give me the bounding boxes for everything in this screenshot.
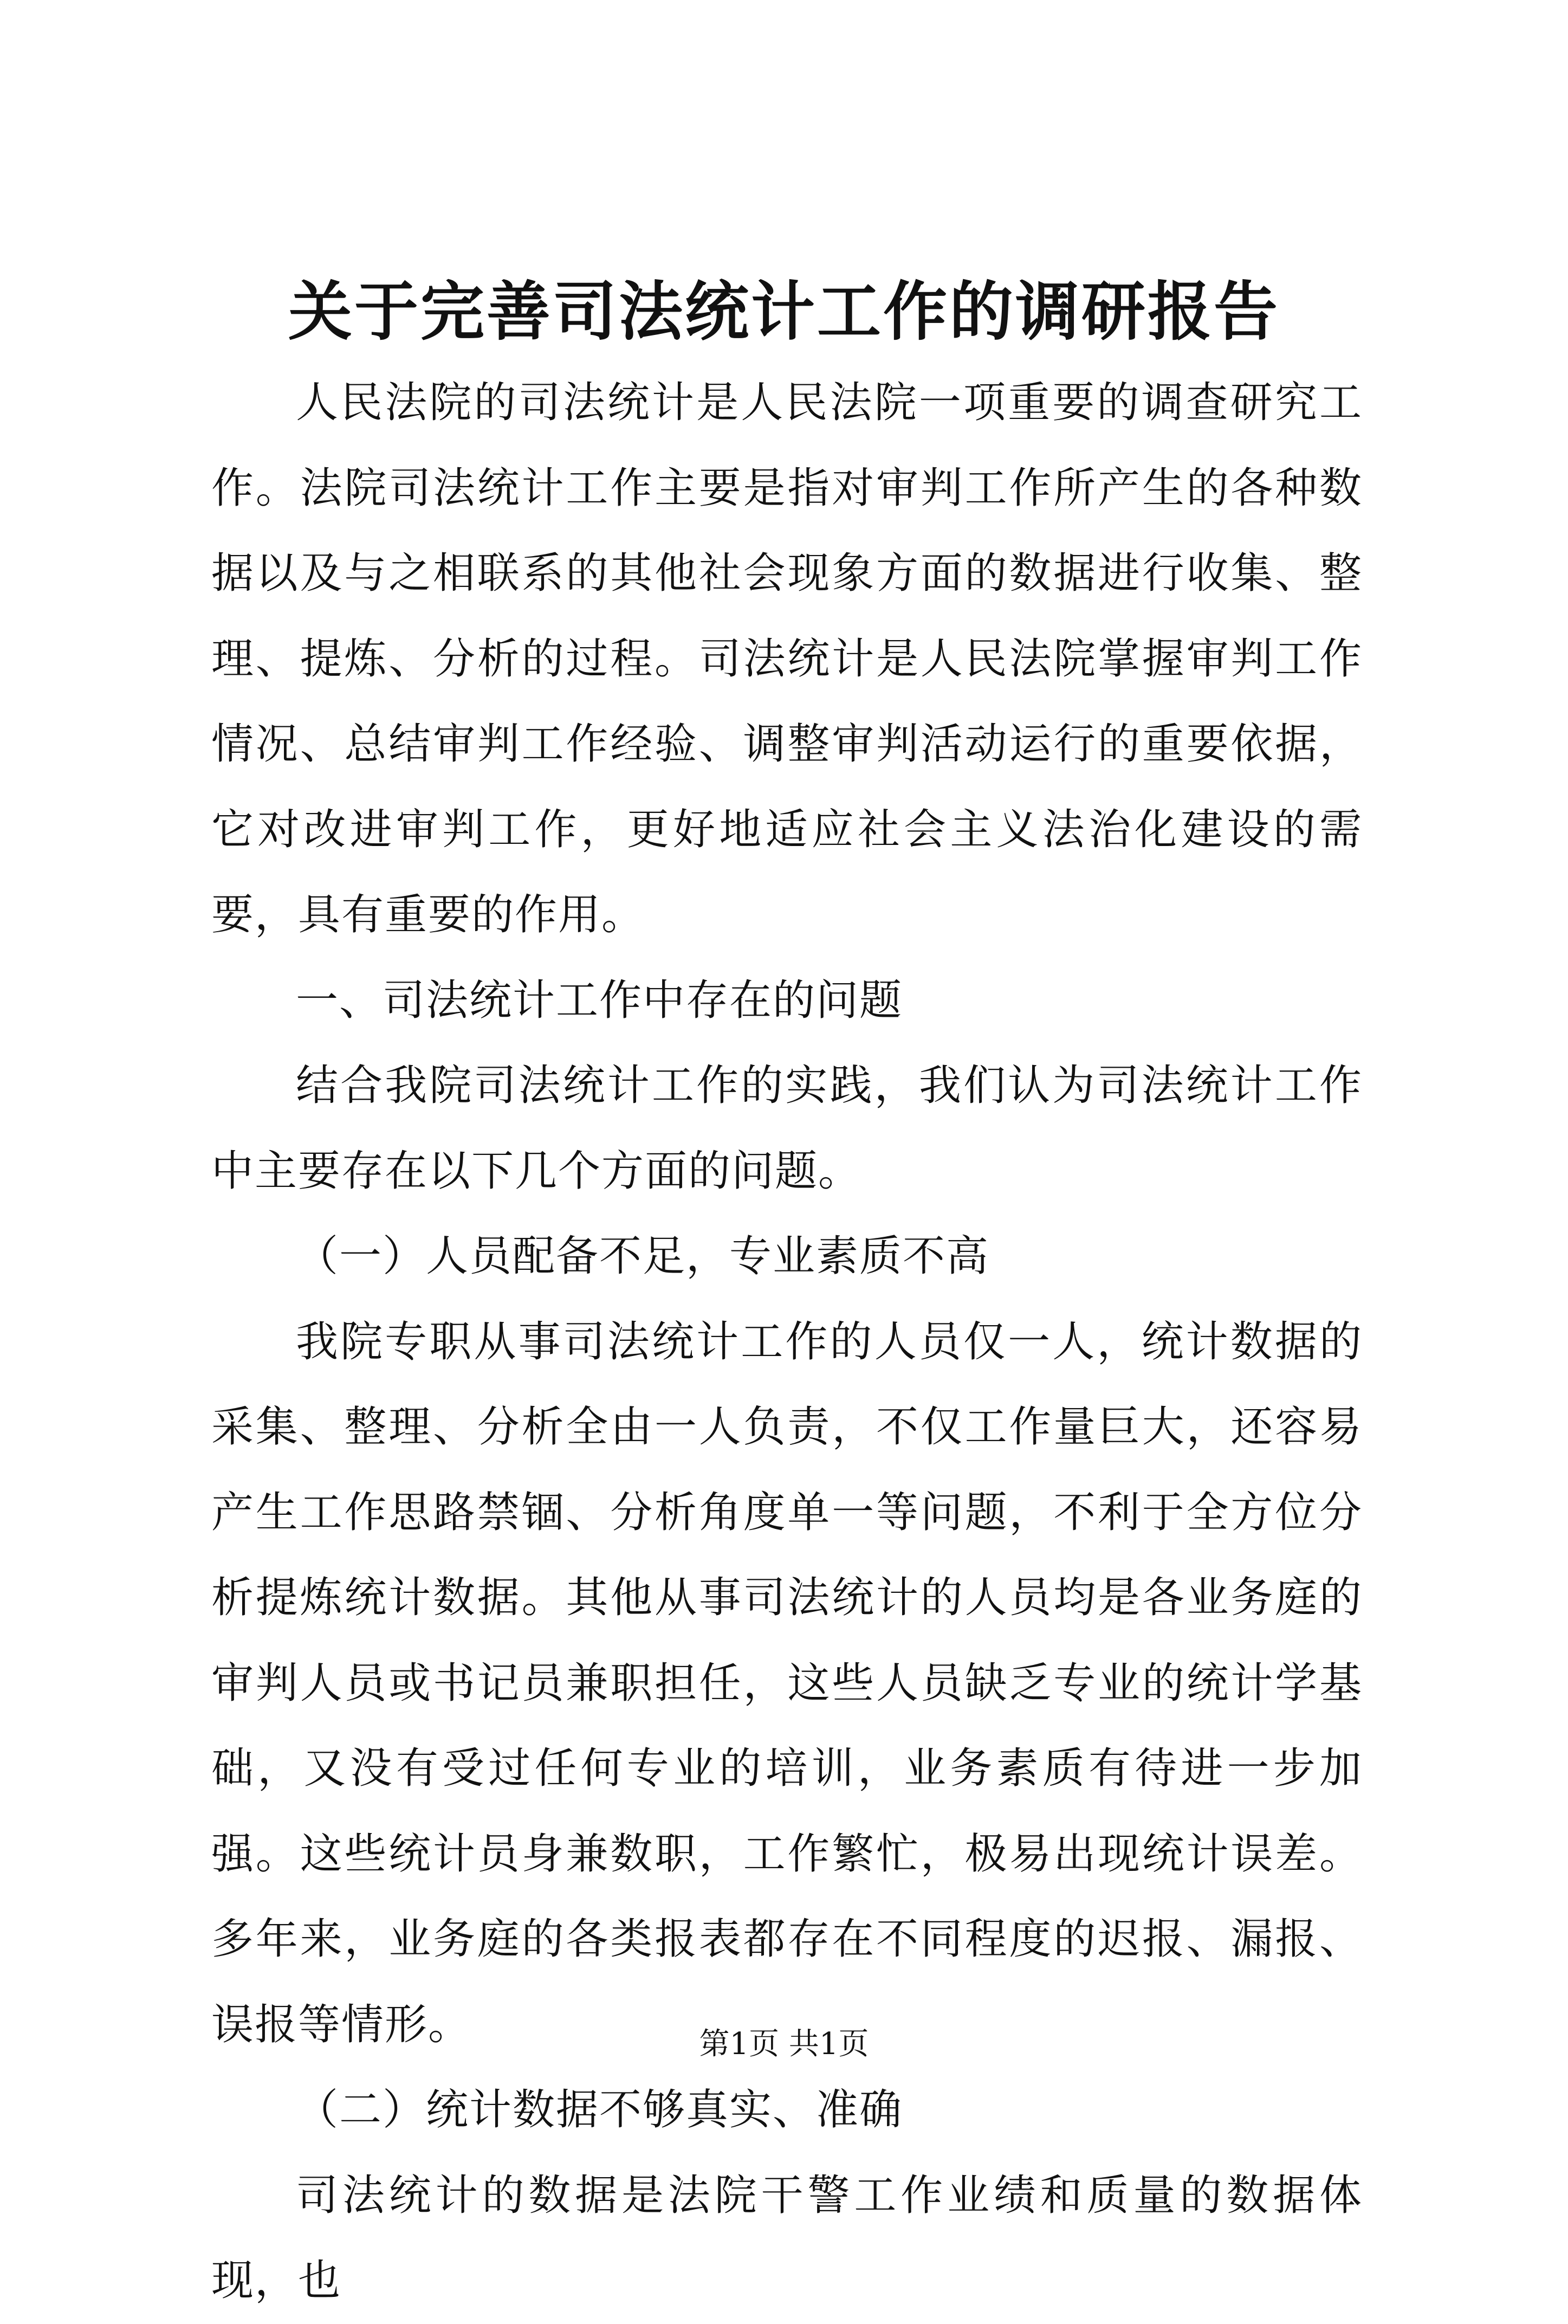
document-title: 关于完善司法统计工作的调研报告 (288, 274, 1280, 349)
subsection-heading-1: （一）人员配备不足，专业素质不高 (296, 1232, 990, 1281)
page-footer: 第1页 共1页 (699, 2026, 869, 2062)
paragraph-intro: 人民法院的司法统计是人民法院一项重要的调查研究工作。法院司法统计工作主要是指对审判工作所产生的各种数据以及与之相联系的其他社会现象方面的数据进行收集、整理、提炼、分析的过程。司法统计是人民法院掌握审判工作情况、总结审判工作经验、调整审判活动运行的重要依据，它对改进审判工作，更好地适应社会主义法治化建设的需要，具有重要的作用。 (211, 378, 1363, 939)
section-heading-1: 一、司法统计工作中存在的问题 (296, 976, 903, 1025)
paragraph-section-1-intro: 结合我院司法统计工作的实践，我们认为司法统计工作中主要存在以下几个方面的问题。 (211, 1061, 1363, 1196)
subsection-heading-2: （二）统计数据不够真实、准确 (296, 2086, 903, 2134)
paragraph-subsection-2: 司法统计的数据是法院干警工作业绩和质量的数据体现，也 (211, 2171, 1363, 2305)
paragraph-subsection-1: 我院专职从事司法统计工作的人员仅一人，统计数据的采集、整理、分析全由一人负责，不仅工作量巨大，还容易产生工作思路禁锢、分析角度单一等问题，不利于全方位分析提炼统计数据。其他从事司法统计的人员均是各业务庭的审判人员或书记员兼职担任，这些人员缺乏专业的统计学基础，又没有受过任何专业的培训，业务素质有待进一步加强。这些统计员身兼数职，工作繁忙，极易出现统计误差。多年来，业务庭的各类报表都存在不同程度的迟报、漏报、误报等情形。 (211, 1317, 1363, 2049)
